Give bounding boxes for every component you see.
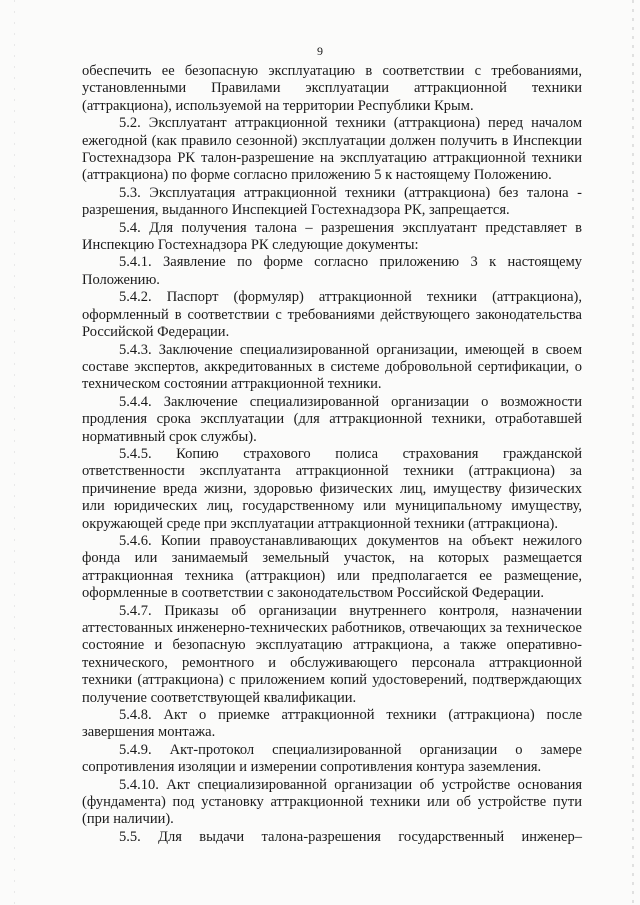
paragraph-5-5: 5.5. Для выдачи талона-разрешения государственный инженер– [119, 828, 582, 845]
paragraph-5-4-2: 5.4.2. Паспорт (формуляр) аттракционной техники (аттракциона), оформленный в соответствии с требованиями действующего законодательства Российской Федерации. [82, 289, 582, 341]
paragraph-5-4-8: 5.4.8. Акт о приемке аттракционной техники (аттракциона) после завершения монтажа. [82, 707, 582, 741]
paragraph-5-4-6: 5.4.6. Копии правоустанавливающих документов на объект нежилого фонда или занимаемый земельный участок, на которых размещается аттракционная техника (аттракцион) или предполагается ее размещение, оформленные в соответствии с законодательством Российской Федерации. [82, 532, 582, 602]
paragraph-5-4: 5.4. Для получения талона – разрешения эксплуатант представляет в Инспекцию Гостехнадзора РК следующие документы: [82, 219, 582, 254]
page-number: 9 [317, 44, 323, 58]
paragraph-5-4-3: 5.4.3. Заключение специализированной организации, имеющей в своем составе экспертов, аккредитованных в системе добровольной сертификации, о техническом состоянии аттракционной техники. [82, 341, 582, 393]
paragraph-5-4-7: 5.4.7. Приказы об организации внутреннего контроля, назначении аттестованных инженерно-технических работников, отвечающих за техническое состояние и безопасную эксплуатацию аттракциона, а также оперативно-технического, ремонтного и обслуживающего персонала аттракционной техники (аттракциона) с приложением копий удостоверений, подтверждающих получение соответствующей квалификации. [82, 602, 582, 706]
paragraph-continuation: обеспечить ее безопасную эксплуатацию в соответствии с требованиями, установленными Правилами эксплуатации аттракционной техники (аттракциона), используемой на территории Республики Крым. [82, 63, 582, 114]
paragraph-5-4-10: 5.4.10. Акт специализированной организации об устройстве основания (фундамента) под установку аттракционной техники или об устройстве пути (при наличии). [82, 776, 582, 828]
paragraph-5-2: 5.2. Эксплуатант аттракционной техники (аттракциона) перед началом ежегодной (как правило сезонной) эксплуатации должен получить в Инспекции Гостехнадзора РК талон-разрешение на эксплуатацию аттракционной техники (аттракциона) по форме согласно приложению 5 к настоящему Положению. [82, 115, 582, 184]
scan-edge-artifact [632, 0, 634, 905]
paragraph-5-4-5: 5.4.5. Копию страхового полиса страхования гражданской ответственности эксплуатанта аттракционной техники (аттракциона) за причинение вреда жизни, здоровью физических лиц, имуществу физических или юридических лиц, государственному или муниципальному имуществу, окружающей среде при эксплуатации аттракционной техники (аттракциона). [82, 445, 582, 532]
paragraph-5-3: 5.3. Эксплуатация аттракционной техники (аттракциона) без талона - разрешения, выданного Инспекцией Гостехнадзора РК, запрещается. [82, 184, 582, 219]
paragraph-5-4-9: 5.4.9. Акт-протокол специализированной организации о замере сопротивления изоляции и измерении сопротивления контура заземления. [82, 741, 582, 776]
paragraph-5-4-1: 5.4.1. Заявление по форме согласно приложению 3 к настоящему Положению. [82, 254, 582, 288]
scan-edge-artifact-left [14, 0, 15, 905]
document-body [82, 63, 582, 846]
paragraph-5-4-4: 5.4.4. Заключение специализированной организации о возможности продления срока эксплуатации (для аттракционной техники, отработавшей нормативный срок службы). [82, 393, 582, 445]
